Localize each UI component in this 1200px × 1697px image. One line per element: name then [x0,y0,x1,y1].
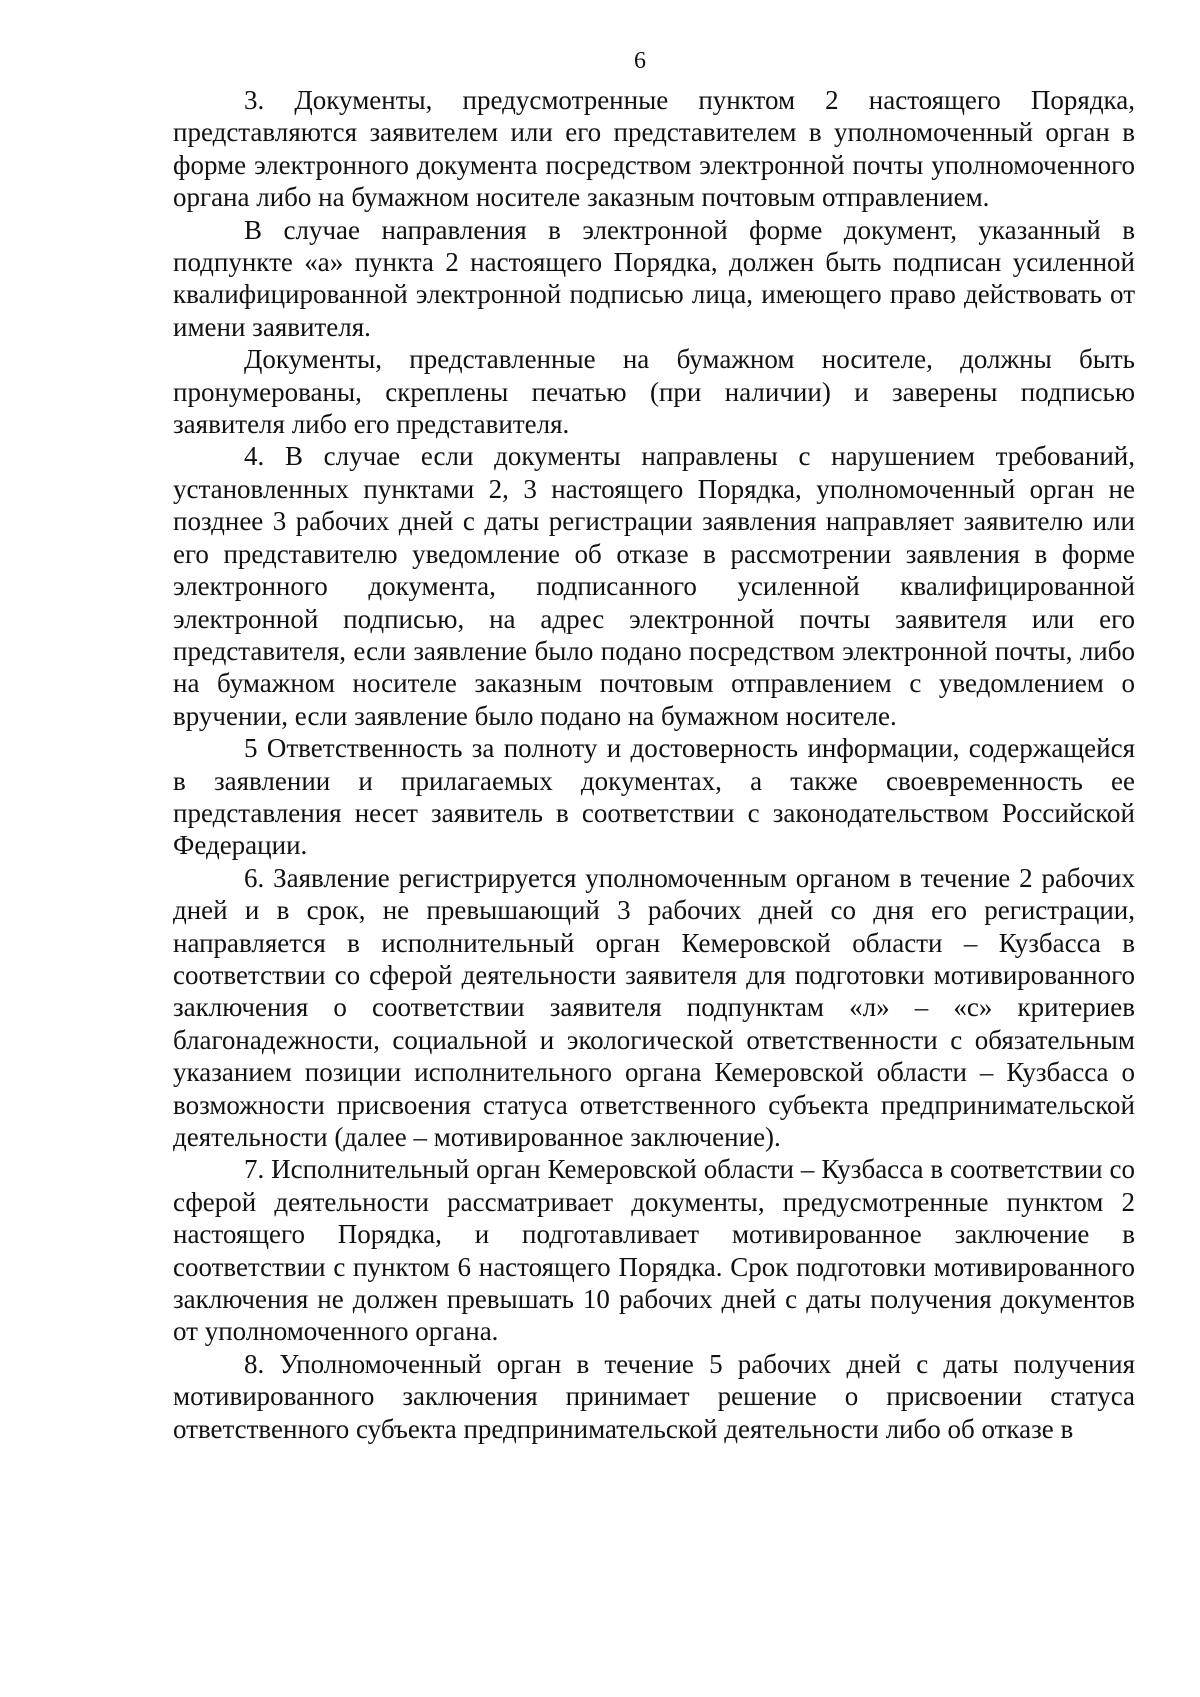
paragraph-3: 3. Документы, предусмотренные пунктом 2 настоящего Порядка, представляются заявителем или его представителем в уполномоченный орган в форме электронного документа посредством электронной почты уполномоченного органа либо на бумажном носителе заказным почтовым отправлением. [173,85,1135,213]
paragraph-5: 5 Ответственность за полноту и достоверность информации, содержащейся в заявлении и прилагаемых документах, а также своевременность ее представления несет заявитель в соответствии с законодательством Российской Федерации. [173,733,1135,861]
paragraph-4: 4. В случае если документы направлены с нарушением требований, установленных пунктами 2, 3 настоящего Порядка, уполномоченный орган не позднее 3 рабочих дней с даты регистрации заявления направляет заявителю или его представителю уведомление об отказе в рассмотрении заявления в форме электронного документа, подписанного усиленной квалифицированной электронной подписью, на адрес электронной почты заявителя или его представителя, если заявление было подано посредством электронной почты, либо на бумажном носителе заказным почтовым отправлением с уведомлением о вручении, если заявление было подано на бумажном носителе. [173,441,1135,731]
paragraph-8: 8. Уполномоченный орган в течение 5 рабочих дней с даты получения мотивированного заключения принимает решение о присвоении статуса ответственного субъекта предпринимательской деятельности либо об отказе в [173,1348,1135,1444]
paragraph-3-electronic-form: В случае направления в электронной форме документ, указанный в подпункте «а» пункта 2 настоящего Порядка, должен быть подписан усиленной квалифицированной электронной подписью лица, имеющего право действовать от имени заявителя. [173,214,1135,342]
page-number: 6 [634,48,646,74]
paragraph-7: 7. Исполнительный орган Кемеровской области – Кузбасса в соответствии со сферой деятельности рассматривает документы, предусмотренные пунктом 2 настоящего Порядка, и подготавливает мотивированное заключение в соответствии с пунктом 6 настоящего Порядка. Срок подготовки мотивированного заключения не должен превышать 10 рабочих дней с даты получения документов от уполномоченного органа. [173,1154,1135,1347]
paragraph-6: 6. Заявление регистрируется уполномоченным органом в течение 2 рабочих дней и в срок, не превышающий 3 рабочих дней со дня его регистрации, направляется в исполнительный орган Кемеровской области – Кузбасса в соответствии со сферой деятельности заявителя для подготовки мотивированного заключения о соответствии заявителя подпунктам «л» – «с» критериев благонадежности, социальной и экологической ответственности с обязательным указанием позиции исполнительного органа Кемеровской области – Кузбасса о возможности присвоения статуса ответственного субъекта предпринимательской деятельности (далее – мотивированное заключение). [173,862,1135,1152]
document-body [173,84,1135,1445]
paragraph-3-paper-documents: Документы, представленные на бумажном носителе, должны быть пронумерованы, скреплены печатью (при наличии) и заверены подписью заявителя либо его представителя. [173,344,1135,440]
